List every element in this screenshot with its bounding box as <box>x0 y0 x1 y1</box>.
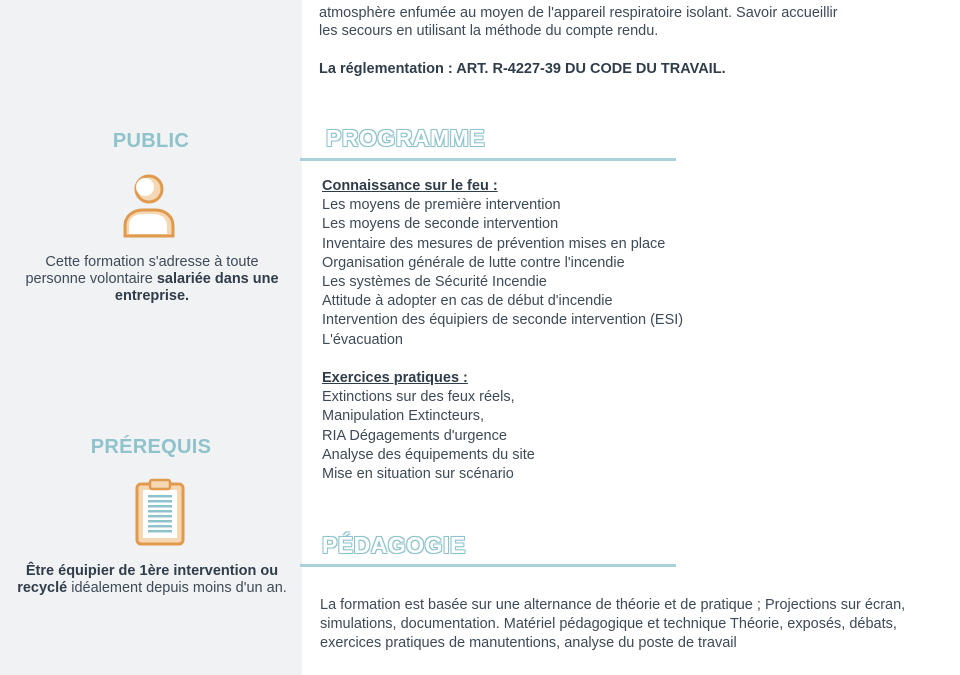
list-item: Analyse des équipements du site <box>322 446 535 463</box>
list-item: Inventaire des mesures de prévention mises en place <box>322 235 666 252</box>
person-icon <box>121 172 177 243</box>
prerequis-text <box>14 563 290 597</box>
prerequis-text-plain: idéalement depuis moins d'un an. <box>67 580 287 596</box>
public-text-plain: Cette formation s'adresse à toute personne volontaire <box>25 254 259 287</box>
public-text-bold: salariée dans une entreprise. <box>114 271 279 304</box>
intro-line-1: atmosphère enfumée au moyen de l'appareil respiratoire isolant. Savoir accueillir <box>319 5 838 21</box>
programme-divider <box>300 158 676 161</box>
programme-title: PROGRAMME <box>326 125 486 151</box>
list-item: RIA Dégagements d'urgence <box>322 427 507 444</box>
list-item: Mise en situation sur scénario <box>322 466 514 483</box>
programme-heading-2: Exercices pratiques : <box>322 370 468 387</box>
pedagogie-title: PÉDAGOGIE <box>322 532 466 558</box>
prerequis-title: PRÉREQUIS <box>90 436 212 458</box>
public-title: PUBLIC <box>112 130 190 152</box>
list-item: Organisation générale de lutte contre l'incendie <box>322 254 625 271</box>
list-item: Les systèmes de Sécurité Incendie <box>322 274 547 291</box>
public-text <box>14 254 290 305</box>
list-item: Manipulation Extincteurs, <box>322 408 484 425</box>
pedagogie-text: La formation est basée sur une alternance de théorie et de pratique ; Projections sur écran, simulations, documentation. Matériel pédagogique et technique Théorie, exposés, débats, exercices pratiques de manutentions, analyse du poste de travail <box>320 597 906 651</box>
programme-list <box>322 177 942 484</box>
regulation-text: La réglementation : ART. R-4227-39 DU CODE DU TRAVAIL. <box>319 61 726 77</box>
clipboard-icon <box>134 478 186 551</box>
list-item: Intervention des équipiers de seconde intervention (ESI) <box>322 312 684 329</box>
list-item: Les moyens de première intervention <box>322 197 561 214</box>
pedagogie-divider <box>300 564 676 567</box>
intro-line-2: les secours en utilisant la méthode du compte rendu. <box>319 23 659 39</box>
list-item: Attitude à adopter en cas de début d'incendie <box>322 293 613 310</box>
list-item: Extinctions sur des feux réels, <box>322 389 515 406</box>
prerequis-text-bold: Être équipier de 1ère intervention ou recyclé <box>17 563 279 596</box>
list-item: Les moyens de seconde intervention <box>322 216 559 233</box>
list-item: L'évacuation <box>322 331 403 348</box>
programme-heading-1: Connaissance sur le feu : <box>322 178 498 194</box>
